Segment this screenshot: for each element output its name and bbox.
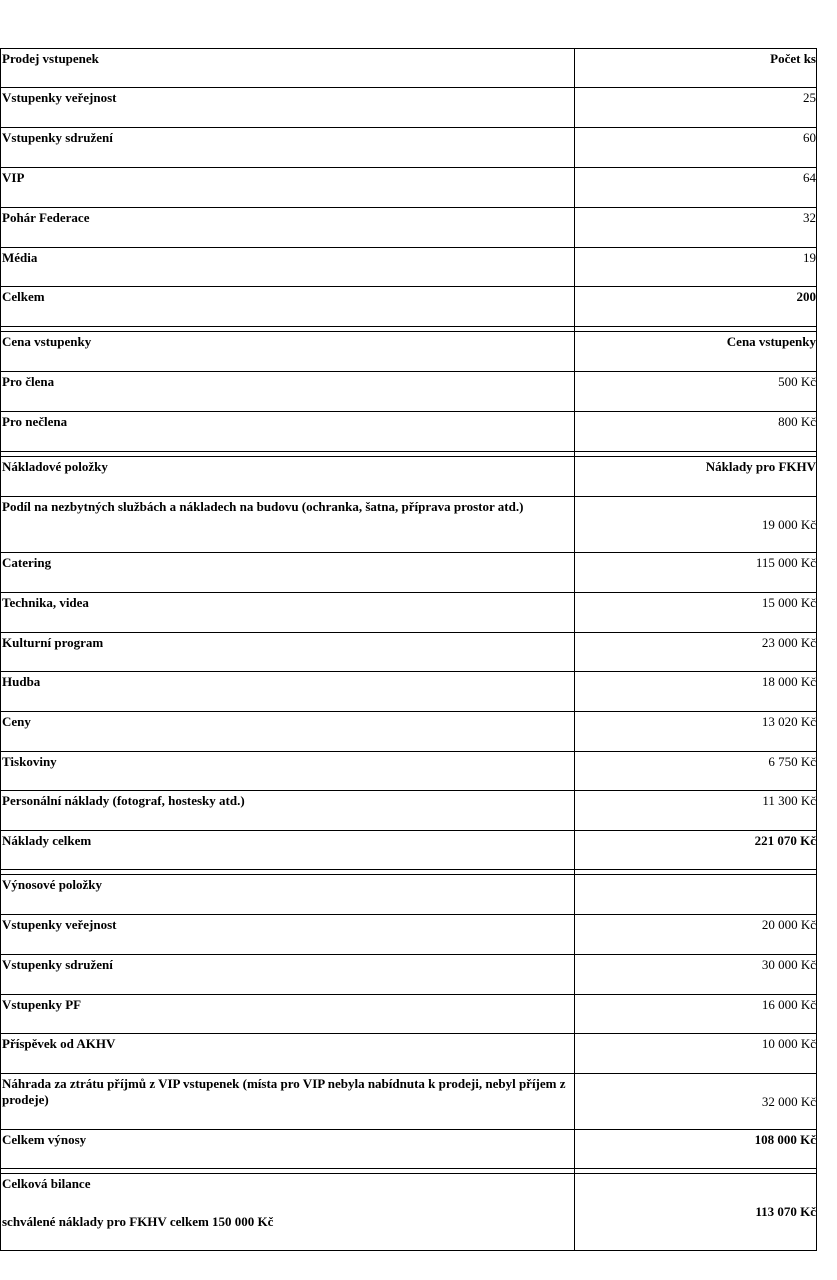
row-value: 20 000 Kč <box>761 917 816 932</box>
table-row <box>0 207 817 247</box>
row-label: Pro nečlena <box>1 412 575 451</box>
total-label: Celkem výnosy <box>1 1130 575 1168</box>
balance-row <box>0 1173 817 1251</box>
table-row <box>0 994 817 1033</box>
row-label: Tiskoviny <box>1 752 575 790</box>
row-value: 13 020 Kč <box>761 714 816 729</box>
row-label: Catering <box>1 553 575 592</box>
row-value: 60 <box>803 130 816 145</box>
table-header-row <box>0 48 817 87</box>
row-value: 16 000 Kč <box>761 997 816 1012</box>
row-label: Vstupenky sdružení <box>1 128 575 167</box>
header-value: Náklady pro FKHV <box>705 459 816 474</box>
table-header-row <box>0 456 817 496</box>
total-label: Náklady celkem <box>1 831 575 869</box>
row-label: Pro člena <box>1 372 575 411</box>
header-value: Počet ks <box>770 51 816 66</box>
row-value: 500 Kč <box>778 374 816 389</box>
table-row <box>0 167 817 207</box>
total-value: 221 070 Kč <box>754 833 816 848</box>
row-label: Vstupenky veřejnost <box>1 915 575 954</box>
total-value: 200 <box>796 289 816 304</box>
row-value: 18 000 Kč <box>761 674 816 689</box>
row-value: 19 <box>803 250 816 265</box>
table-row <box>0 790 817 830</box>
row-label: Pohár Federace <box>1 208 575 247</box>
row-label: Personální náklady (fotograf, hostesky atd.) <box>1 791 575 830</box>
header-label: Prodej vstupenek <box>1 49 575 87</box>
total-label: Celkem <box>1 287 575 326</box>
row-label: Vstupenky veřejnost <box>1 88 575 127</box>
total-value: 108 000 Kč <box>754 1132 816 1147</box>
table-row <box>0 711 817 751</box>
row-label: Vstupenky PF <box>1 995 575 1033</box>
table-row <box>0 247 817 286</box>
row-label: Vstupenky sdružení <box>1 955 575 994</box>
row-label: Hudba <box>1 672 575 711</box>
table-row <box>0 592 817 632</box>
table-total-row <box>0 830 817 869</box>
header-value <box>575 875 816 914</box>
row-label: VIP <box>1 168 575 207</box>
row-value: 800 Kč <box>778 414 816 429</box>
row-value: 11 300 Kč <box>762 793 816 808</box>
table-row <box>0 1033 817 1073</box>
row-label: Technika, videa <box>1 593 575 632</box>
row-value: 115 000 Kč <box>755 555 816 570</box>
header-label: Výnosové položky <box>1 875 575 914</box>
table-row <box>0 496 817 552</box>
header-label: Nákladové položky <box>1 457 575 496</box>
table-row <box>0 411 817 451</box>
row-value: 19 000 Kč <box>761 516 816 532</box>
header-value: Cena vstupenky <box>726 334 816 349</box>
table-header-row <box>0 874 817 914</box>
table-total-row <box>0 1129 817 1168</box>
table-row <box>0 552 817 592</box>
row-value: 32 <box>803 210 816 225</box>
row-value: 15 000 Kč <box>761 595 816 610</box>
table-row <box>0 954 817 994</box>
row-value: 23 000 Kč <box>761 635 816 650</box>
table-total-row <box>0 286 817 326</box>
row-label: Média <box>1 248 575 286</box>
balance-label: Celková bilance <box>2 1176 91 1191</box>
header-label: Cena vstupenky <box>1 332 575 371</box>
table-row <box>0 914 817 954</box>
row-value: 6 750 Kč <box>768 754 816 769</box>
row-label: Ceny <box>1 712 575 751</box>
row-label: Příspěvek od AKHV <box>1 1034 575 1073</box>
balance-value: 113 070 Kč <box>755 1204 816 1219</box>
row-label: Podíl na nezbytných službách a nákladech na budovu (ochranka, šatna, příprava prostor atd.) <box>1 497 575 552</box>
table-header-row <box>0 331 817 371</box>
table-row <box>0 632 817 671</box>
table-row <box>0 127 817 167</box>
row-label: Kulturní program <box>1 633 575 671</box>
row-value: 10 000 Kč <box>761 1036 816 1051</box>
table-row <box>0 671 817 711</box>
table-row <box>0 1073 817 1129</box>
table-row <box>0 751 817 790</box>
balance-cell <box>1 1174 575 1250</box>
row-value: 32 000 Kč <box>761 1093 816 1109</box>
table-row <box>0 371 817 411</box>
table-row <box>0 87 817 127</box>
row-value: 64 <box>803 170 816 185</box>
budget-table <box>0 48 817 1251</box>
row-label: Náhrada za ztrátu příjmů z VIP vstupenek (místa pro VIP nebyla nabídnuta k prodeji, nebyl příjem z prodeje) <box>1 1074 575 1129</box>
row-value: 30 000 Kč <box>761 957 816 972</box>
row-value: 25 <box>803 90 816 105</box>
balance-note: schválené náklady pro FKHV celkem 150 000 Kč <box>2 1214 274 1229</box>
